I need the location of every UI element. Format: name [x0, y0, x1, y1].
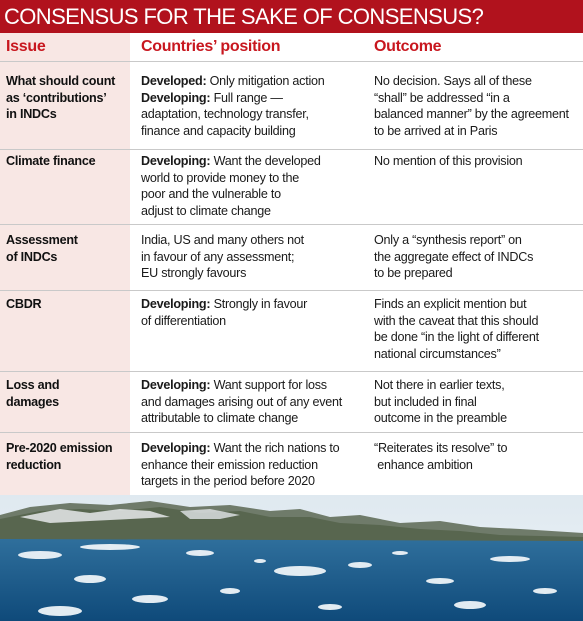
- row-divider: [0, 61, 583, 62]
- row-issue: Pre-2020 emission reduction: [6, 441, 113, 472]
- row-position: Developed: Only mitigation action Developing: Full range — adaptation, technology transfer, finance and capacity building: [141, 74, 325, 138]
- row-outcome: Only a “synthesis report” on the aggregate effect of INDCs to be prepared: [374, 233, 534, 280]
- row-outcome: No mention of this provision: [374, 154, 523, 168]
- row-outcome: No decision. Says all of these “shall” be addressed “in a balanced manner” by the agreement to be arrived at in Paris: [374, 74, 569, 138]
- row-issue: Climate finance: [6, 154, 96, 168]
- ice-sea-photo: [0, 495, 583, 621]
- row-issue: CBDR: [6, 297, 42, 311]
- row-outcome: “Reiterates its resolve” to enhance ambition: [374, 441, 508, 472]
- row-position: Developing: Want the rich nations to enhance their emission reduction targets in the period before 2020: [141, 441, 340, 488]
- row-outcome: Not there in earlier texts, but included in final outcome in the preamble: [374, 378, 507, 425]
- row-position: Developing: Strongly in favour of differentiation: [141, 297, 308, 328]
- header-position: Countries’ position: [141, 38, 281, 55]
- page-title: CONSENSUS FOR THE SAKE OF CONSENSUS?: [0, 0, 583, 33]
- row-divider: [0, 432, 583, 433]
- row-position: Developing: Want the developed world to provide money to the poor and the vulnerable to adjust to climate change: [141, 154, 321, 218]
- row-divider: [0, 290, 583, 291]
- header-issue: Issue: [6, 38, 46, 55]
- row-divider: [0, 371, 583, 372]
- row-position: Developing: Want support for loss and damages arising out of any event attributable to climate change: [141, 378, 343, 425]
- header-outcome: Outcome: [374, 38, 442, 55]
- row-divider: [0, 224, 583, 225]
- row-issue: What should count as ‘contributions’ in INDCs: [6, 74, 116, 121]
- row-outcome: Finds an explicit mention but with the caveat that this should be done “in the light of different national circumstances”: [374, 297, 539, 361]
- row-issue: Assessment of INDCs: [6, 233, 78, 264]
- row-divider: [0, 149, 583, 150]
- row-position: India, US and many others not in favour of any assessment; EU strongly favours: [141, 233, 304, 280]
- row-issue: Loss and damages: [6, 378, 60, 409]
- ice-sea-illustration: [0, 495, 583, 621]
